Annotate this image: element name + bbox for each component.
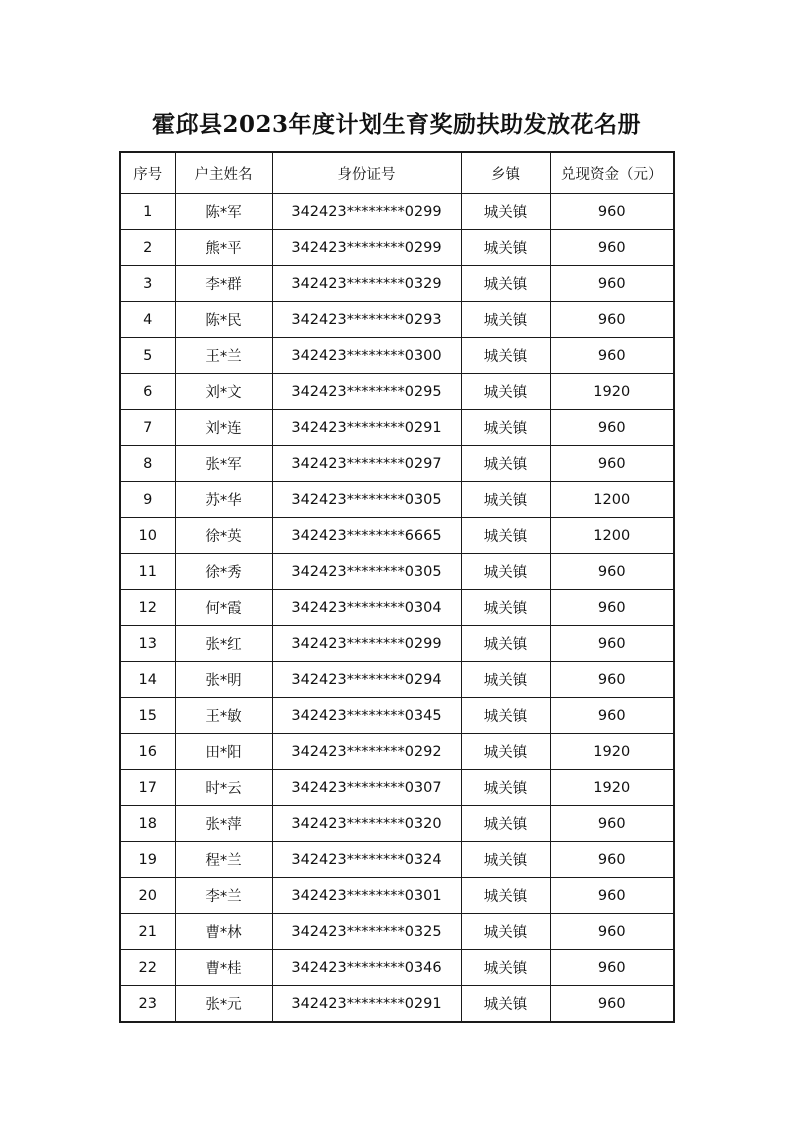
cell-name: 徐*英 xyxy=(175,518,272,554)
cell-township: 城关镇 xyxy=(461,914,550,950)
cell-name: 陈*军 xyxy=(175,194,272,230)
table-row xyxy=(120,302,674,338)
table-row xyxy=(120,878,674,914)
cell-name: 张*明 xyxy=(175,662,272,698)
cell-name: 张*萍 xyxy=(175,806,272,842)
cell-name: 曹*桂 xyxy=(175,950,272,986)
table-row xyxy=(120,842,674,878)
header-township: 乡镇 xyxy=(461,152,550,194)
cell-township: 城关镇 xyxy=(461,194,550,230)
cell-amount: 960 xyxy=(550,302,674,338)
cell-seq: 22 xyxy=(120,950,175,986)
cell-name: 程*兰 xyxy=(175,842,272,878)
cell-township: 城关镇 xyxy=(461,878,550,914)
table-row xyxy=(120,518,674,554)
cell-name: 何*霞 xyxy=(175,590,272,626)
cell-name: 熊*平 xyxy=(175,230,272,266)
table-row xyxy=(120,734,674,770)
cell-township: 城关镇 xyxy=(461,446,550,482)
cell-seq: 12 xyxy=(120,590,175,626)
cell-seq: 14 xyxy=(120,662,175,698)
table-row xyxy=(120,554,674,590)
cell-name: 张*元 xyxy=(175,986,272,1023)
cell-amount: 960 xyxy=(550,266,674,302)
cell-name: 苏*华 xyxy=(175,482,272,518)
cell-seq: 21 xyxy=(120,914,175,950)
cell-id-number: 342423********0301 xyxy=(272,878,461,914)
cell-amount: 1200 xyxy=(550,518,674,554)
table-row xyxy=(120,770,674,806)
cell-amount: 960 xyxy=(550,878,674,914)
cell-amount: 960 xyxy=(550,446,674,482)
cell-name: 刘*连 xyxy=(175,410,272,446)
table-row xyxy=(120,986,674,1023)
cell-township: 城关镇 xyxy=(461,374,550,410)
table-row xyxy=(120,194,674,230)
cell-amount: 960 xyxy=(550,950,674,986)
cell-name: 王*敏 xyxy=(175,698,272,734)
cell-name: 徐*秀 xyxy=(175,554,272,590)
cell-amount: 1200 xyxy=(550,482,674,518)
cell-seq: 8 xyxy=(120,446,175,482)
table-row xyxy=(120,410,674,446)
cell-name: 张*军 xyxy=(175,446,272,482)
cell-id-number: 342423********0325 xyxy=(272,914,461,950)
cell-amount: 960 xyxy=(550,914,674,950)
table-row xyxy=(120,338,674,374)
cell-township: 城关镇 xyxy=(461,842,550,878)
cell-amount: 960 xyxy=(550,194,674,230)
cell-township: 城关镇 xyxy=(461,554,550,590)
table-row xyxy=(120,446,674,482)
cell-township: 城关镇 xyxy=(461,482,550,518)
header-amount: 兑现资金（元） xyxy=(550,152,674,194)
table-row xyxy=(120,482,674,518)
cell-name: 田*阳 xyxy=(175,734,272,770)
cell-amount: 1920 xyxy=(550,770,674,806)
cell-township: 城关镇 xyxy=(461,590,550,626)
cell-id-number: 342423********0300 xyxy=(272,338,461,374)
cell-township: 城关镇 xyxy=(461,734,550,770)
header-id-number: 身份证号 xyxy=(272,152,461,194)
cell-seq: 23 xyxy=(120,986,175,1023)
cell-seq: 11 xyxy=(120,554,175,590)
cell-seq: 16 xyxy=(120,734,175,770)
cell-seq: 17 xyxy=(120,770,175,806)
table-row xyxy=(120,230,674,266)
cell-amount: 960 xyxy=(550,698,674,734)
cell-amount: 960 xyxy=(550,626,674,662)
cell-township: 城关镇 xyxy=(461,302,550,338)
cell-name: 李*兰 xyxy=(175,878,272,914)
cell-id-number: 342423********0305 xyxy=(272,482,461,518)
cell-amount: 960 xyxy=(550,806,674,842)
cell-id-number: 342423********0295 xyxy=(272,374,461,410)
cell-id-number: 342423********0324 xyxy=(272,842,461,878)
cell-amount: 960 xyxy=(550,230,674,266)
cell-id-number: 342423********0294 xyxy=(272,662,461,698)
cell-township: 城关镇 xyxy=(461,410,550,446)
table-row xyxy=(120,662,674,698)
table-row xyxy=(120,914,674,950)
cell-township: 城关镇 xyxy=(461,518,550,554)
header-seq: 序号 xyxy=(120,152,175,194)
cell-name: 张*红 xyxy=(175,626,272,662)
cell-name: 王*兰 xyxy=(175,338,272,374)
table-row xyxy=(120,950,674,986)
cell-township: 城关镇 xyxy=(461,806,550,842)
cell-name: 李*群 xyxy=(175,266,272,302)
cell-id-number: 342423********0299 xyxy=(272,194,461,230)
cell-id-number: 342423********0304 xyxy=(272,590,461,626)
cell-amount: 960 xyxy=(550,986,674,1023)
cell-township: 城关镇 xyxy=(461,338,550,374)
table-header-row xyxy=(120,152,674,194)
cell-township: 城关镇 xyxy=(461,770,550,806)
cell-seq: 19 xyxy=(120,842,175,878)
cell-amount: 960 xyxy=(550,842,674,878)
cell-seq: 7 xyxy=(120,410,175,446)
table-body xyxy=(120,194,674,1023)
cell-name: 时*云 xyxy=(175,770,272,806)
table-row xyxy=(120,626,674,662)
cell-amount: 1920 xyxy=(550,734,674,770)
cell-id-number: 342423********0345 xyxy=(272,698,461,734)
cell-township: 城关镇 xyxy=(461,626,550,662)
cell-seq: 5 xyxy=(120,338,175,374)
cell-township: 城关镇 xyxy=(461,986,550,1023)
cell-seq: 9 xyxy=(120,482,175,518)
header-household-head-name: 户主姓名 xyxy=(175,152,272,194)
cell-seq: 15 xyxy=(120,698,175,734)
cell-seq: 6 xyxy=(120,374,175,410)
cell-id-number: 342423********0307 xyxy=(272,770,461,806)
cell-amount: 1920 xyxy=(550,374,674,410)
table-row xyxy=(120,590,674,626)
cell-seq: 1 xyxy=(120,194,175,230)
cell-id-number: 342423********6665 xyxy=(272,518,461,554)
cell-amount: 960 xyxy=(550,662,674,698)
table-row xyxy=(120,806,674,842)
cell-township: 城关镇 xyxy=(461,266,550,302)
cell-id-number: 342423********0329 xyxy=(272,266,461,302)
cell-id-number: 342423********0291 xyxy=(272,410,461,446)
cell-seq: 2 xyxy=(120,230,175,266)
cell-amount: 960 xyxy=(550,554,674,590)
cell-seq: 3 xyxy=(120,266,175,302)
cell-id-number: 342423********0299 xyxy=(272,626,461,662)
cell-id-number: 342423********0320 xyxy=(272,806,461,842)
document-title: 霍邱县2023年度计划生育奖励扶助发放花名册 xyxy=(151,111,641,138)
cell-seq: 13 xyxy=(120,626,175,662)
cell-id-number: 342423********0346 xyxy=(272,950,461,986)
cell-id-number: 342423********0297 xyxy=(272,446,461,482)
cell-township: 城关镇 xyxy=(461,230,550,266)
cell-name: 曹*林 xyxy=(175,914,272,950)
table-row xyxy=(120,698,674,734)
table-row xyxy=(120,374,674,410)
cell-id-number: 342423********0291 xyxy=(272,986,461,1023)
cell-seq: 4 xyxy=(120,302,175,338)
cell-amount: 960 xyxy=(550,590,674,626)
cell-name: 刘*文 xyxy=(175,374,272,410)
cell-township: 城关镇 xyxy=(461,950,550,986)
cell-township: 城关镇 xyxy=(461,698,550,734)
cell-amount: 960 xyxy=(550,338,674,374)
roster-table xyxy=(119,151,675,1023)
cell-amount: 960 xyxy=(550,410,674,446)
cell-seq: 20 xyxy=(120,878,175,914)
cell-seq: 18 xyxy=(120,806,175,842)
cell-township: 城关镇 xyxy=(461,662,550,698)
table-row xyxy=(120,266,674,302)
cell-id-number: 342423********0299 xyxy=(272,230,461,266)
cell-name: 陈*民 xyxy=(175,302,272,338)
cell-id-number: 342423********0305 xyxy=(272,554,461,590)
cell-id-number: 342423********0292 xyxy=(272,734,461,770)
cell-id-number: 342423********0293 xyxy=(272,302,461,338)
cell-seq: 10 xyxy=(120,518,175,554)
